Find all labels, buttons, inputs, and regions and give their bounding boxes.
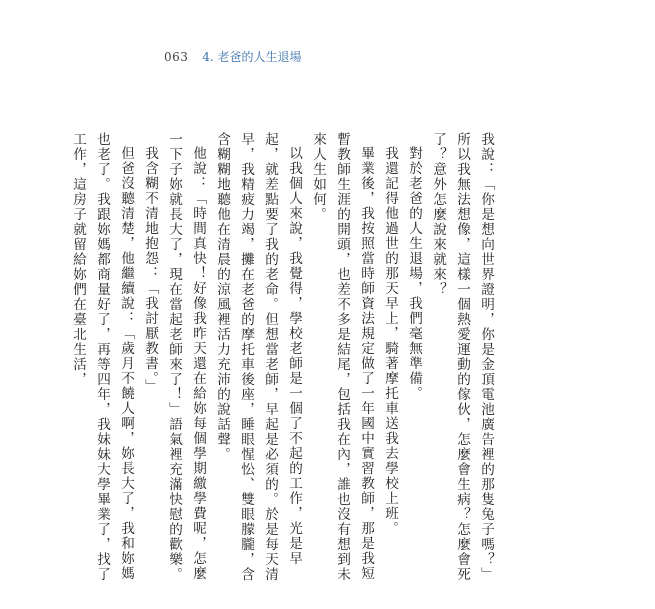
vertical-body-text <box>70 132 498 592</box>
paragraph: 我含糊不清地抱怨：「我討厭教書。」 <box>142 145 158 394</box>
paragraph: 畢業後，我按照當時師資法規定做了一年國中實習教師，那是我短暫教師生涯的開頭，也差不多是結尾，包括我在內，誰也沒有想到未來人生如何。 <box>310 132 374 582</box>
running-header <box>164 48 302 65</box>
paragraph: 但爸沒聽清楚，他繼續說：「歲月不饒人啊，妳長大了，我和妳媽也老了。我跟妳媽都商量好了，再等四年，我妹妹大學畢業了，找了工作，這房子就留給妳們在臺北生活， <box>70 132 134 582</box>
paragraph: 以我個人來說，我覺得，學校老師是一個了不起的工作，光是早起，就差點要了我的老命。但想當老師，早起是必須的。於是每天清早，我精疲力竭，攤在老爸的摩托車後座，睡眼惺忪、雙眼朦朧，含含糊糊地聽他在清晨的涼風裡活力充沛的說話聲。 <box>214 132 302 582</box>
paragraph: 對於老爸的人生退場，我們毫無準備。 <box>406 145 422 401</box>
paragraph: 我說：「你是想向世界證明，你是金頂電池廣告裡的那隻兔子嗎？」所以我無法想像，這樣一個熱愛運動的傢伙，怎麼會生病？怎麼會死了？意外怎麼說來就來？ <box>430 132 494 582</box>
paragraph: 我還記得他過世的那天早上，騎著摩托車送我去學校上班。 <box>382 145 398 536</box>
page-number: 063 <box>164 50 189 64</box>
chapter-title: 4. 老爸的人生退場 <box>202 50 302 64</box>
paragraph: 他說：「時間真快！好像我昨天還在給妳每個學期繳學費呢，怎麼一下子妳就長大了，現在當起老師來了！」語氣裡充滿快慰的歡樂。 <box>166 132 206 582</box>
